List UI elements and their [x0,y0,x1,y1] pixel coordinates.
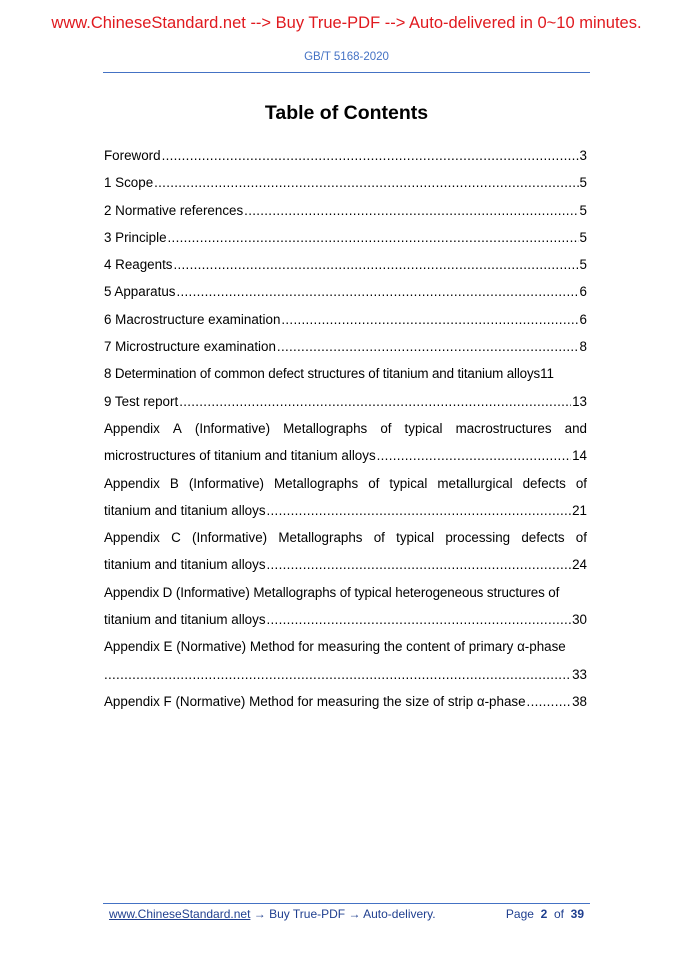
toc-leader [377,442,571,469]
toc-word: Metallographs [278,530,363,546]
toc-page: 5 [579,202,587,218]
toc-page: 5 [579,257,587,273]
toc-entry-appendix-b[interactable] [104,470,587,497]
toc-label: titanium and titanium alloys [104,557,266,573]
page-title: Table of Contents [264,102,429,124]
toc-page: 6 [579,284,587,300]
toc-word: Metallographs [283,420,368,436]
toc-word: (Informative) [188,475,264,491]
toc-leader [162,142,579,169]
toc-page: 3 [579,148,587,163]
toc-entry-appendix-f[interactable] [104,688,587,715]
toc-page: 6 [579,311,587,327]
toc-entry-appendix-e-cont[interactable] [104,661,587,688]
toc-word: (Informative) [191,530,268,546]
toc-page: 33 [572,666,587,682]
toc-label: Foreword [104,148,161,163]
toc-entry-test-report[interactable] [104,388,587,415]
page-indicator [506,907,584,921]
toc-entry-appendix-a-cont[interactable] [104,442,587,469]
toc-word: C [171,530,181,546]
toc-word: Appendix [104,475,160,491]
toc-page: 21 [572,502,587,518]
toc-entry-principle[interactable] [104,224,587,251]
table-of-contents [104,142,587,715]
toc-entry-scope[interactable] [104,169,587,196]
toc-word: of [575,475,587,491]
toc-word: defects [521,530,565,546]
toc-word: metallurgical [437,475,513,491]
toc-word: B [169,475,179,491]
toc-leader [267,606,572,633]
toc-label: 9 Test report [104,393,179,409]
total-pages: 39 [570,907,584,921]
footer-text: → Buy True-PDF → Auto-delivery. [253,907,436,921]
toc-word: typical [396,530,435,546]
toc-leader [176,278,578,305]
toc-leader [179,388,571,415]
top-banner[interactable]: www.ChineseStandard.net --> Buy True-PDF --> Auto-delivered in 0~10 minutes. [51,14,642,32]
toc-entry-appendix-c[interactable] [104,524,587,551]
toc-page: 24 [572,557,587,573]
toc-word: processing [445,530,511,546]
page-label: Page [505,907,534,921]
toc-entry-appendix-c-cont[interactable] [104,551,587,578]
toc-page: 8 [579,339,587,355]
toc-word: (Informative) [194,420,271,436]
toc-word: Appendix [104,530,160,546]
toc-page: 5 [579,229,587,245]
toc-leader [267,497,572,524]
toc-entry-normative-references[interactable] [104,197,587,224]
toc-word: Appendix [104,420,160,436]
standard-number-header: GB/T 5168-2020 [304,51,389,63]
toc-leader [154,169,578,196]
toc-leader [277,333,579,360]
toc-word: and [564,420,587,436]
toc-leader [244,197,578,224]
toc-page: 13 [572,393,587,409]
footer-divider [103,903,590,904]
toc-entry-macrostructure[interactable] [104,306,587,333]
toc-label: 7 Microstructure examination [104,339,276,355]
toc-entry-appendix-d-cont[interactable] [104,606,587,633]
toc-leader [174,251,579,278]
toc-page: 38 [572,693,587,709]
toc-label: 5 Apparatus [104,284,176,300]
toc-entry-reagents[interactable] [104,251,587,278]
toc-label: Appendix D (Informative) Metallographs of typical heterogeneous structures of [104,584,560,600]
toc-word: of [575,530,587,546]
toc-word: typical [389,475,428,491]
toc-word: macrostructures [455,420,552,436]
toc-word: of [373,530,385,546]
toc-leader [281,306,578,333]
toc-label: Appendix F (Normative) Method for measuring the size of strip α-phase [104,693,526,709]
toc-label: titanium and titanium alloys [104,502,266,518]
toc-page: 30 [572,612,587,628]
toc-label: Appendix E (Normative) Method for measuring the content of primary α-phase [104,639,566,655]
toc-entry-appendix-b-cont[interactable] [104,497,587,524]
toc-label: 1 Scope [104,175,154,191]
toc-label: 6 Macrostructure examination [104,311,281,327]
toc-word: of [380,420,392,436]
toc-word: typical [404,420,443,436]
toc-label: 3 Principle [104,229,167,245]
toc-entry-microstructure[interactable] [104,333,587,360]
toc-entry-apparatus[interactable] [104,278,587,305]
toc-leader [104,661,571,688]
toc-page: 11 [540,366,554,382]
toc-page: 5 [579,175,587,191]
toc-label: microstructures of titanium and titanium alloys [104,448,376,464]
toc-entry-appendix-e[interactable] [104,633,587,660]
toc-entry-defect-structures[interactable] [104,360,587,387]
toc-label: 2 Normative references [104,202,244,218]
toc-leader [168,224,579,251]
toc-word: Metallographs [274,475,359,491]
toc-word: defects [522,475,566,491]
of-label: of [553,907,564,921]
toc-label: 4 Reagents [104,257,173,273]
toc-word: A [172,420,182,436]
toc-entry-appendix-d[interactable] [104,579,587,606]
toc-page: 14 [572,448,587,464]
toc-entry-appendix-a[interactable] [104,415,587,442]
toc-label: titanium and titanium alloys [104,612,266,628]
toc-label: 8 Determination of common defect structures of titanium and titanium alloys [104,366,541,382]
header-divider [103,72,590,73]
page-footer [109,907,589,921]
current-page-number: 2 [540,907,548,921]
toc-word: of [368,475,380,491]
toc-entry-foreword[interactable] [104,142,587,169]
toc-leader [527,688,572,715]
footer-site-link[interactable]: www.ChineseStandard.net [109,907,251,921]
toc-leader [267,551,572,578]
